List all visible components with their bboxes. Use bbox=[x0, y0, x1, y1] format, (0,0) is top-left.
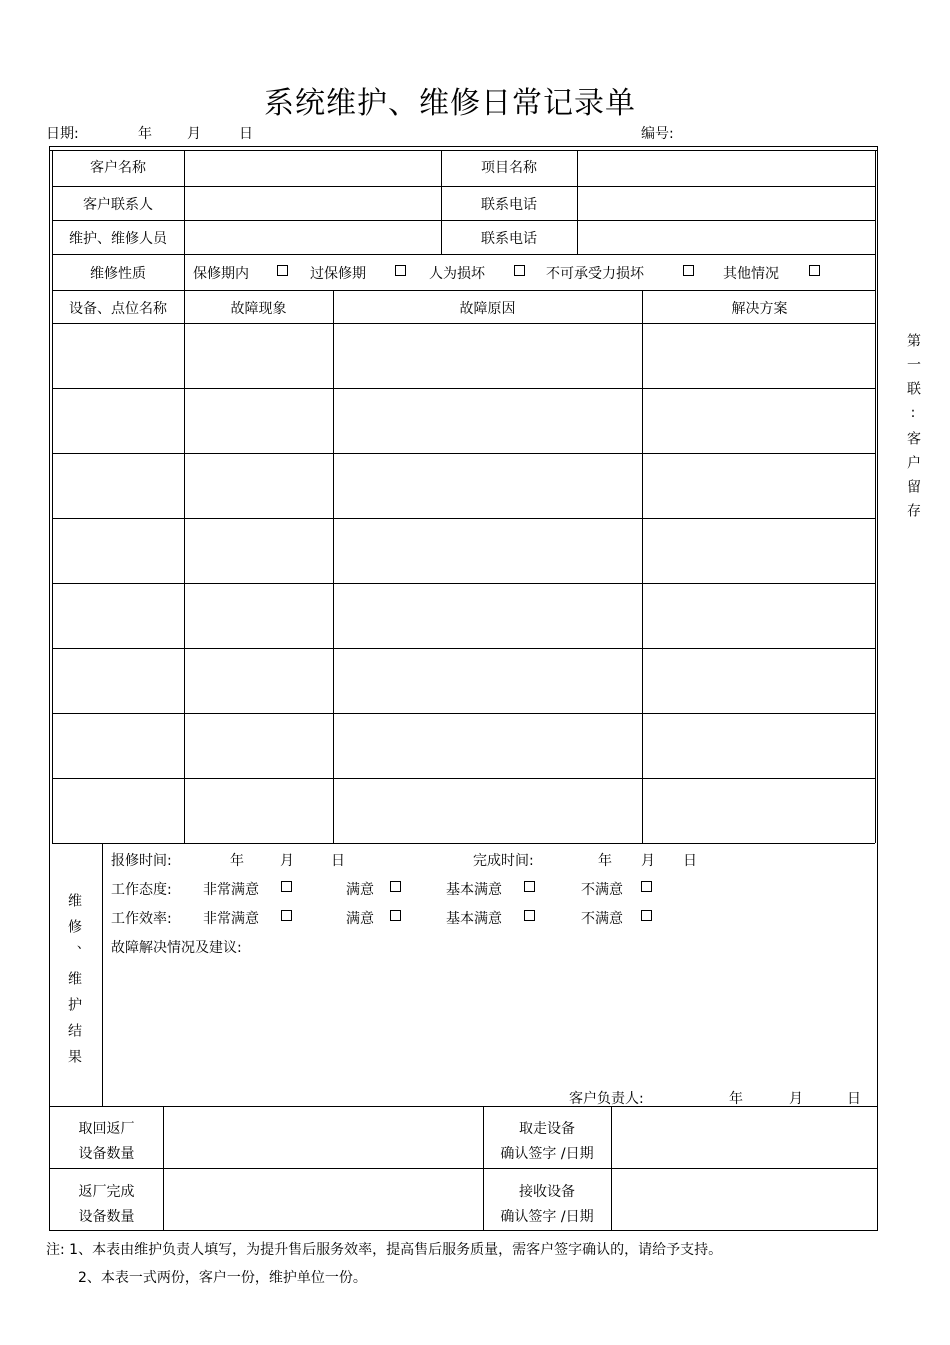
signer-day: 日 bbox=[847, 1091, 861, 1107]
number-label: 编号: bbox=[641, 126, 674, 142]
customer-contact-label: 客户联系人 bbox=[83, 197, 153, 213]
page-title: 系统维护、维修日常记录单 bbox=[264, 86, 636, 121]
report-day: 日 bbox=[331, 853, 345, 869]
complete-time-label: 完成时间: bbox=[473, 853, 534, 869]
attitude-unsatisfied-checkbox[interactable] bbox=[641, 881, 652, 892]
efficiency-satisfied-checkbox[interactable] bbox=[390, 910, 401, 921]
nature-option-other: 其他情况 bbox=[723, 266, 779, 282]
suggestion-label: 故障解决情况及建议: bbox=[111, 940, 242, 956]
report-year: 年 bbox=[230, 853, 244, 869]
efficiency-very-satisfied-checkbox[interactable] bbox=[281, 910, 292, 921]
complete-year: 年 bbox=[598, 853, 612, 869]
attitude-satisfied-checkbox[interactable] bbox=[390, 881, 401, 892]
complete-day: 日 bbox=[683, 853, 697, 869]
attitude-basic: 基本满意 bbox=[446, 882, 502, 898]
result-side-label: 维修、维护结果 bbox=[66, 893, 82, 1075]
warranty-checkbox[interactable] bbox=[277, 265, 288, 276]
take-away-label-2: 确认签字 /日期 bbox=[500, 1146, 594, 1162]
nature-option-force-majeure: 不可承受力损坏 bbox=[546, 266, 644, 282]
nature-option-expired: 过保修期 bbox=[310, 266, 366, 282]
force-majeure-checkbox[interactable] bbox=[683, 265, 694, 276]
project-name-label: 项目名称 bbox=[481, 160, 537, 176]
attitude-unsatisfied: 不满意 bbox=[581, 882, 623, 898]
report-month: 月 bbox=[280, 853, 294, 869]
efficiency-satisfied: 满意 bbox=[346, 911, 374, 927]
attitude-satisfied: 满意 bbox=[346, 882, 374, 898]
nature-option-damage: 人为损坏 bbox=[429, 266, 485, 282]
header-device: 设备、点位名称 bbox=[69, 301, 167, 317]
retrieve-label-2: 设备数量 bbox=[78, 1146, 135, 1162]
header-solution: 解决方案 bbox=[731, 301, 788, 317]
take-away-label-1: 取走设备 bbox=[519, 1121, 575, 1137]
date-label: 日期: bbox=[46, 126, 79, 142]
efficiency-unsatisfied: 不满意 bbox=[581, 911, 623, 927]
note-line-1: 注: 1、本表由维护负责人填写，为提升售后服务效率，提高售后服务质量，需客户签字确认的，请给予支持。 bbox=[46, 1242, 723, 1258]
efficiency-very-satisfied: 非常满意 bbox=[203, 911, 259, 927]
damage-checkbox[interactable] bbox=[514, 265, 525, 276]
returned-label-2: 设备数量 bbox=[78, 1209, 135, 1225]
efficiency-basic: 基本满意 bbox=[446, 911, 502, 927]
efficiency-basic-checkbox[interactable] bbox=[524, 910, 535, 921]
copy-note: 第一联:客户留存 bbox=[905, 333, 921, 527]
header-cause: 故障原因 bbox=[459, 301, 516, 317]
staff-phone-label: 联系电话 bbox=[481, 231, 537, 247]
retrieve-label-1: 取回返厂 bbox=[78, 1121, 135, 1137]
header-symptom: 故障现象 bbox=[230, 301, 287, 317]
attitude-very-satisfied-checkbox[interactable] bbox=[281, 881, 292, 892]
nature-label: 维修性质 bbox=[90, 266, 146, 282]
signer-label: 客户负责人: bbox=[569, 1091, 644, 1107]
contact-phone-label: 联系电话 bbox=[481, 197, 537, 213]
nature-option-warranty: 保修期内 bbox=[193, 266, 249, 282]
efficiency-unsatisfied-checkbox[interactable] bbox=[641, 910, 652, 921]
receive-label-2: 确认签字 /日期 bbox=[500, 1209, 594, 1225]
other-checkbox[interactable] bbox=[809, 265, 820, 276]
customer-name-label: 客户名称 bbox=[90, 160, 146, 176]
date-day: 日 bbox=[239, 126, 253, 142]
attitude-label: 工作态度: bbox=[111, 882, 172, 898]
attitude-basic-checkbox[interactable] bbox=[524, 881, 535, 892]
receive-label-1: 接收设备 bbox=[519, 1184, 575, 1200]
signer-month: 月 bbox=[789, 1091, 803, 1107]
complete-month: 月 bbox=[641, 853, 655, 869]
efficiency-label: 工作效率: bbox=[111, 911, 172, 927]
date-year: 年 bbox=[138, 126, 152, 142]
maintenance-staff-label: 维护、维修人员 bbox=[69, 231, 167, 247]
signer-year: 年 bbox=[729, 1091, 743, 1107]
attitude-very-satisfied: 非常满意 bbox=[203, 882, 259, 898]
report-time-label: 报修时间: bbox=[111, 853, 172, 869]
returned-label-1: 返厂完成 bbox=[78, 1184, 135, 1200]
date-month: 月 bbox=[187, 126, 201, 142]
form-table bbox=[49, 146, 878, 1231]
note-line-2: 2、本表一式两份，客户一份，维护单位一份。 bbox=[78, 1270, 367, 1286]
expired-checkbox[interactable] bbox=[395, 265, 406, 276]
